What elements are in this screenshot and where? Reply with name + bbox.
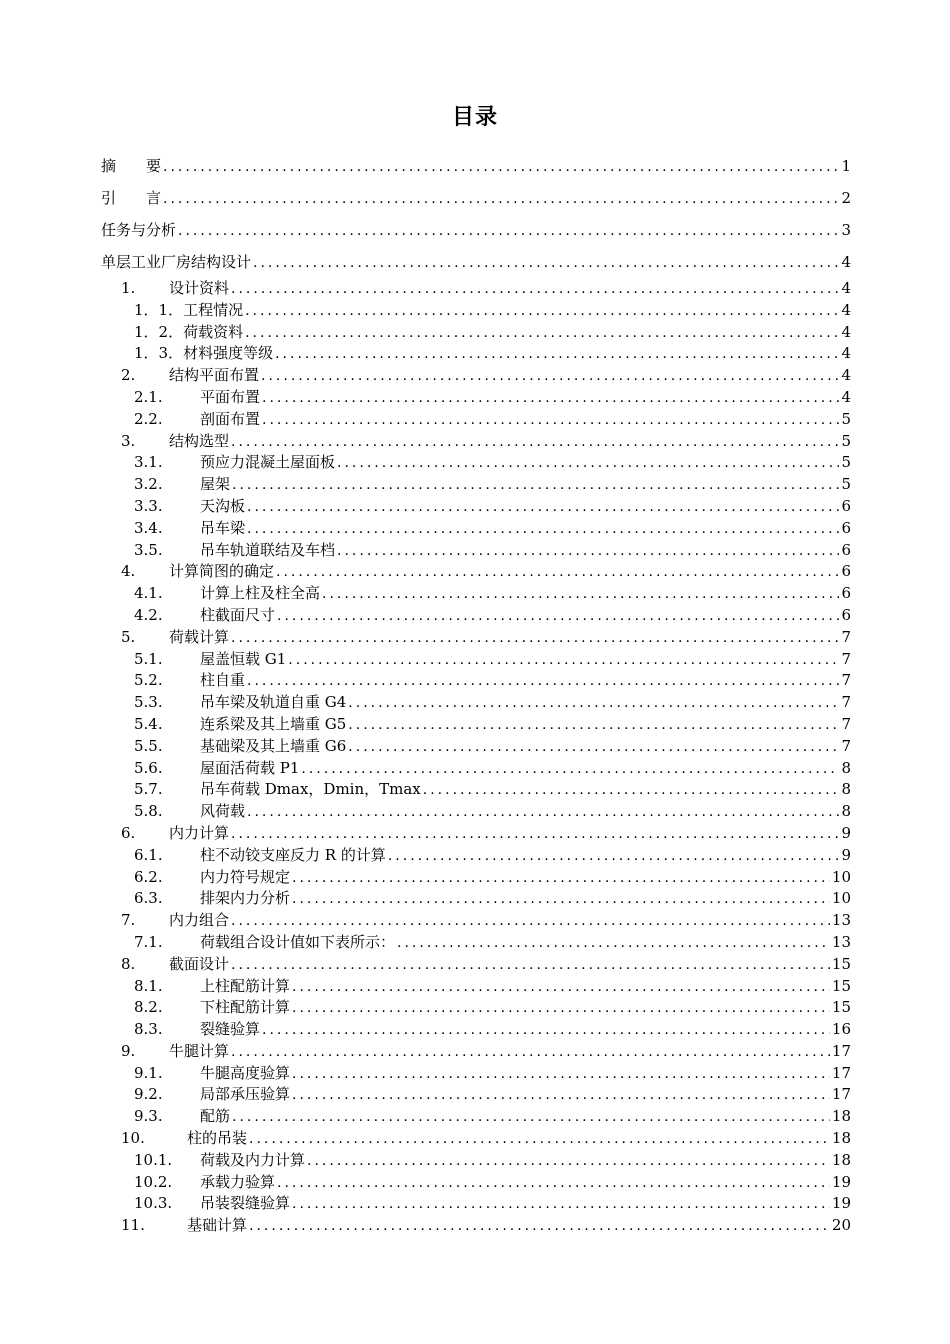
- toc-entry-number: 5.4.: [134, 714, 163, 733]
- toc-entry-label: 牛腿计算: [169, 1041, 230, 1060]
- toc-page-number: 6: [841, 540, 851, 559]
- toc-entry-number: 5.8.: [134, 802, 163, 821]
- toc-page-number: 13: [831, 911, 851, 930]
- toc-entry[interactable]: [101, 540, 851, 562]
- toc-entry[interactable]: [101, 322, 851, 344]
- toc-page-number: 4: [841, 279, 851, 297]
- toc-dot-leader: [245, 323, 839, 345]
- toc-entry[interactable]: [101, 474, 851, 496]
- toc-entry-number: 2.2.: [134, 409, 163, 428]
- toc-entry[interactable]: [101, 214, 851, 246]
- toc-page-number: 7: [841, 649, 851, 668]
- toc-entry[interactable]: [101, 1215, 851, 1237]
- toc-dot-leader: [348, 715, 839, 737]
- toc-entry-label: 预应力混凝土屋面板: [200, 453, 336, 472]
- toc-entry-number: 2.: [121, 366, 136, 385]
- toc-entry[interactable]: [101, 496, 851, 518]
- toc-entry-number: 3.1.: [134, 453, 163, 472]
- toc-page-number: 3: [841, 221, 851, 239]
- toc-entry-label: 排架内力分析: [200, 889, 291, 908]
- toc-entry-number: 7.: [121, 911, 136, 930]
- toc-page-number: 6: [841, 518, 851, 537]
- toc-page-number: 5: [841, 475, 851, 494]
- toc-entry-label: 平面布置: [200, 387, 261, 406]
- toc-entry[interactable]: [101, 583, 851, 605]
- toc-entry-label: 1．2．荷载资料: [134, 322, 244, 341]
- toc-entry-number: 2.1.: [134, 387, 163, 406]
- toc-entry-label: 吊车梁: [200, 518, 246, 537]
- toc-dot-leader: [231, 628, 839, 650]
- toc-entry[interactable]: [101, 1084, 851, 1106]
- toc-page-number: 17: [831, 1063, 851, 1082]
- toc-entry[interactable]: [101, 845, 851, 867]
- toc-entry-number: 3.: [121, 431, 136, 450]
- toc-entry[interactable]: [101, 932, 851, 954]
- toc-dot-leader: [277, 606, 839, 628]
- toc-dot-leader: [178, 215, 839, 247]
- toc-page-number: 2: [841, 189, 851, 207]
- toc-dot-leader: [262, 388, 839, 410]
- toc-page-number: 5: [841, 431, 851, 450]
- toc-dot-leader: [249, 1216, 830, 1238]
- toc-dot-leader: [348, 693, 839, 715]
- toc-entry-label: 1．1．工程情况: [134, 300, 244, 319]
- toc-page-number: 18: [831, 1150, 851, 1169]
- toc-entry-label: 内力符号规定: [200, 867, 291, 886]
- toc-page-number: 6: [841, 584, 851, 603]
- toc-entry-number: 3.5.: [134, 540, 163, 559]
- toc-entry[interactable]: [101, 627, 851, 649]
- toc-entry[interactable]: [101, 779, 851, 801]
- toc-dot-leader: [253, 247, 839, 279]
- toc-entry-number: 6.2.: [134, 867, 163, 886]
- toc-dot-leader: [231, 911, 830, 933]
- toc-dot-leader: [245, 301, 839, 323]
- toc-dot-leader: [397, 933, 830, 955]
- toc-entry-label: 吊车梁及轨道自重 G4: [200, 693, 347, 712]
- toc-entry-label: 连系梁及其上墙重 G5: [200, 714, 347, 733]
- toc-entry[interactable]: [101, 1063, 851, 1085]
- toc-entry[interactable]: [101, 561, 851, 583]
- toc-entry-number: 8.: [121, 954, 136, 973]
- toc-entry-number: 8.2.: [134, 998, 163, 1017]
- toc-entry[interactable]: [101, 823, 851, 845]
- toc-dot-leader: [231, 824, 839, 846]
- toc-entry[interactable]: [101, 954, 851, 976]
- toc-page-number: 17: [831, 1085, 851, 1104]
- toc-page-number: 7: [841, 627, 851, 646]
- toc-page-number: 20: [831, 1216, 851, 1235]
- toc-dot-leader: [292, 1194, 830, 1216]
- toc-entry[interactable]: [101, 300, 851, 322]
- toc-entry[interactable]: [101, 409, 851, 431]
- toc-dot-leader: [262, 410, 839, 432]
- toc-entry-label: 截面设计: [169, 954, 230, 973]
- toc-entry-number: 1.: [121, 279, 136, 297]
- toc-entry-label: 屋盖恒载 G1: [200, 649, 287, 668]
- toc-page-number: 4: [841, 366, 851, 385]
- toc-dot-leader: [348, 737, 839, 759]
- toc-entry[interactable]: [101, 801, 851, 823]
- toc-dot-leader: [276, 562, 839, 584]
- toc-entry-label: 风荷载: [200, 802, 246, 821]
- toc-entry-number: 5.2.: [134, 671, 163, 690]
- toc-entry-label: 荷载计算: [169, 627, 230, 646]
- toc-entry-label: 天沟板: [200, 496, 246, 515]
- toc-dot-leader: [261, 366, 839, 388]
- toc-page-number: 16: [831, 1020, 851, 1039]
- toc-entry-number: 9.3.: [134, 1107, 163, 1126]
- toc-page-number: 13: [831, 932, 851, 951]
- toc-entry-label: 下柱配筋计算: [200, 998, 291, 1017]
- toc-entry-number: 10.3.: [134, 1194, 173, 1213]
- toc-entry[interactable]: [101, 387, 851, 409]
- toc-page-number: 7: [841, 693, 851, 712]
- toc-entry[interactable]: [101, 605, 851, 627]
- toc-entry[interactable]: [101, 150, 851, 182]
- toc-entry[interactable]: [101, 997, 851, 1019]
- toc-dot-leader: [232, 475, 839, 497]
- toc-entry-label: 吊车轨道联结及车档: [200, 540, 336, 559]
- toc-entry-label: 吊车荷载 Dmax，Dmin，Tmax: [200, 780, 421, 799]
- toc-entry-number: 7.1.: [134, 932, 163, 951]
- toc-entry[interactable]: [101, 431, 851, 453]
- toc-dot-leader: [232, 1107, 830, 1129]
- toc-entry-number: 6.1.: [134, 845, 163, 864]
- toc-entry-label: 柱自重: [200, 671, 246, 690]
- toc-entry-label: 上柱配筋计算: [200, 976, 291, 995]
- toc-entry[interactable]: [101, 343, 851, 365]
- toc-entry[interactable]: [101, 1041, 851, 1063]
- toc-entry-number: 10.1.: [134, 1150, 173, 1169]
- toc-entry[interactable]: [101, 736, 851, 758]
- toc-dot-leader: [231, 955, 830, 977]
- toc-entry-label: 裂缝验算: [200, 1020, 261, 1039]
- toc-dot-leader: [231, 279, 839, 301]
- toc-page-number: 10: [831, 889, 851, 908]
- toc-page-number: 5: [841, 453, 851, 472]
- toc-dot-leader: [337, 541, 839, 563]
- toc-entry-label: 荷载及内力计算: [200, 1150, 306, 1169]
- toc-page-number: 4: [841, 300, 851, 319]
- toc-page-number: 6: [841, 562, 851, 581]
- toc-entry-label: 吊装裂缝验算: [200, 1194, 291, 1213]
- toc-page-number: 4: [841, 344, 851, 363]
- toc-entry-number: 5.5.: [134, 736, 163, 755]
- toc-entry-label: 摘 要: [101, 157, 162, 175]
- toc-dot-leader: [423, 780, 840, 802]
- toc-entry-number: 10.: [121, 1129, 145, 1148]
- toc-entry-number: 9.1.: [134, 1063, 163, 1082]
- toc-entry[interactable]: [101, 278, 851, 300]
- toc-page-number: 15: [831, 976, 851, 995]
- toc-entry[interactable]: [101, 976, 851, 998]
- toc-entry[interactable]: [101, 1106, 851, 1128]
- toc-entry-label: 局部承压验算: [200, 1085, 291, 1104]
- toc-page-number: 6: [841, 605, 851, 624]
- toc-dot-leader: [288, 650, 839, 672]
- toc-entry-number: 5.3.: [134, 693, 163, 712]
- toc-entry-label: 设计资料: [169, 279, 230, 297]
- toc-entry[interactable]: [101, 182, 851, 214]
- toc-entry-number: 6.3.: [134, 889, 163, 908]
- toc-entry[interactable]: [101, 452, 851, 474]
- toc-entry-number: 3.3.: [134, 496, 163, 515]
- toc-dot-leader: [247, 802, 839, 824]
- toc-entry[interactable]: [101, 758, 851, 780]
- toc-dot-leader: [307, 1151, 830, 1173]
- toc-dot-leader: [163, 151, 839, 183]
- toc-entry-number: 3.4.: [134, 518, 163, 537]
- toc-entry-number: 9.: [121, 1041, 136, 1060]
- toc-dot-leader: [247, 519, 839, 541]
- toc-entry-label: 计算简图的确定: [169, 562, 275, 581]
- toc-entry-label: 柱不动铰支座反力 R 的计算: [200, 845, 386, 864]
- toc-entry[interactable]: [101, 649, 851, 671]
- toc-page-number: 5: [841, 409, 851, 428]
- toc-entry-label: 承载力验算: [200, 1172, 276, 1191]
- toc-entry-label: 配筋: [200, 1107, 231, 1126]
- toc-entry-number: 6.: [121, 823, 136, 842]
- toc-dot-leader: [249, 1129, 830, 1151]
- toc-page-number: 8: [841, 780, 851, 799]
- toc-entry-label: 引 言: [101, 189, 162, 207]
- toc-entry[interactable]: [101, 714, 851, 736]
- toc-page-number: 15: [831, 998, 851, 1017]
- toc-page-number: 1: [841, 157, 851, 175]
- toc-page-number: 7: [841, 736, 851, 755]
- toc-page-number: 4: [841, 253, 851, 271]
- toc-entry-number: 9.2.: [134, 1085, 163, 1104]
- toc-dot-leader: [231, 432, 839, 454]
- page-title: 目录: [451, 105, 498, 130]
- toc-dot-leader: [322, 584, 839, 606]
- toc-entry[interactable]: [101, 888, 851, 910]
- toc-entry-label: 任务与分析: [101, 221, 177, 239]
- toc-entry[interactable]: [101, 910, 851, 932]
- toc-page-number: 9: [841, 845, 851, 864]
- toc-entry-label: 内力组合: [169, 911, 230, 930]
- toc-entry-number: 10.2.: [134, 1172, 173, 1191]
- toc-entry[interactable]: [101, 1193, 851, 1215]
- toc-entry-label: 内力计算: [169, 823, 230, 842]
- toc-entry-number: 8.1.: [134, 976, 163, 995]
- toc-page-number: 15: [831, 954, 851, 973]
- toc-entry-label: 屋架: [200, 475, 231, 494]
- toc-entry-number: 5.: [121, 627, 136, 646]
- toc-dot-leader: [301, 759, 839, 781]
- toc-entry[interactable]: [101, 1128, 851, 1150]
- toc-entry-number: 11.: [121, 1216, 145, 1235]
- toc-entry-label: 单层工业厂房结构设计: [101, 253, 252, 271]
- toc-entry-number: 4.2.: [134, 605, 163, 624]
- toc-entry-label: 剖面布置: [200, 409, 261, 428]
- table-of-contents: [101, 150, 851, 1237]
- toc-entry-label: 荷载组合设计值如下表所示：: [200, 932, 396, 951]
- toc-dot-leader: [292, 998, 830, 1020]
- toc-dot-leader: [231, 1042, 830, 1064]
- toc-dot-leader: [277, 1173, 830, 1195]
- toc-entry-number: 4.: [121, 562, 136, 581]
- toc-page-number: 7: [841, 714, 851, 733]
- toc-entry-label: 结构平面布置: [169, 366, 260, 385]
- toc-page-number: 10: [831, 867, 851, 886]
- toc-entry[interactable]: [101, 867, 851, 889]
- toc-entry-label: 基础计算: [187, 1216, 248, 1235]
- toc-entry-number: 5.6.: [134, 758, 163, 777]
- toc-page-number: 4: [841, 322, 851, 341]
- toc-entry-label: 基础梁及其上墙重 G6: [200, 736, 347, 755]
- toc-entry-number: 3.2.: [134, 475, 163, 494]
- toc-entry-label: 1．3．材料强度等级: [134, 344, 274, 363]
- toc-page-number: 19: [831, 1172, 851, 1191]
- toc-entry-number: 4.1.: [134, 584, 163, 603]
- toc-entry[interactable]: [101, 670, 851, 692]
- toc-entry-label: 屋面活荷载 P1: [200, 758, 300, 777]
- toc-entry[interactable]: [101, 365, 851, 387]
- toc-entry-number: 8.3.: [134, 1020, 163, 1039]
- toc-entry-label: 牛腿高度验算: [200, 1063, 291, 1082]
- toc-entry-number: 5.1.: [134, 649, 163, 668]
- toc-entry-label: 柱截面尺寸: [200, 605, 276, 624]
- toc-entry-label: 柱的吊装: [187, 1129, 248, 1148]
- toc-dot-leader: [292, 977, 830, 999]
- toc-dot-leader: [292, 1085, 830, 1107]
- toc-page-number: 19: [831, 1194, 851, 1213]
- toc-page-number: 8: [841, 802, 851, 821]
- toc-page-number: 18: [831, 1129, 851, 1148]
- toc-page-number: 9: [841, 823, 851, 842]
- toc-page-number: 6: [841, 496, 851, 515]
- toc-entry[interactable]: [101, 692, 851, 714]
- toc-page-number: 8: [841, 758, 851, 777]
- toc-entry[interactable]: [101, 1150, 851, 1172]
- toc-entry[interactable]: [101, 1019, 851, 1041]
- toc-entry-number: 5.7.: [134, 780, 163, 799]
- toc-dot-leader: [388, 846, 840, 868]
- toc-dot-leader: [247, 671, 839, 693]
- toc-dot-leader: [292, 868, 830, 890]
- toc-entry-label: 计算上柱及柱全高: [200, 584, 321, 603]
- toc-dot-leader: [275, 344, 839, 366]
- toc-dot-leader: [262, 1020, 830, 1042]
- toc-dot-leader: [292, 1064, 830, 1086]
- toc-dot-leader: [247, 497, 839, 519]
- toc-dot-leader: [292, 889, 830, 911]
- toc-dot-leader: [163, 183, 839, 215]
- toc-entry-label: 结构选型: [169, 431, 230, 450]
- toc-page-number: 17: [831, 1041, 851, 1060]
- toc-page-number: 4: [841, 387, 851, 406]
- toc-entry[interactable]: [101, 518, 851, 540]
- toc-page-number: 18: [831, 1107, 851, 1126]
- toc-entry[interactable]: [101, 1172, 851, 1194]
- toc-page-number: 7: [841, 671, 851, 690]
- toc-entry[interactable]: [101, 246, 851, 278]
- toc-dot-leader: [337, 453, 839, 475]
